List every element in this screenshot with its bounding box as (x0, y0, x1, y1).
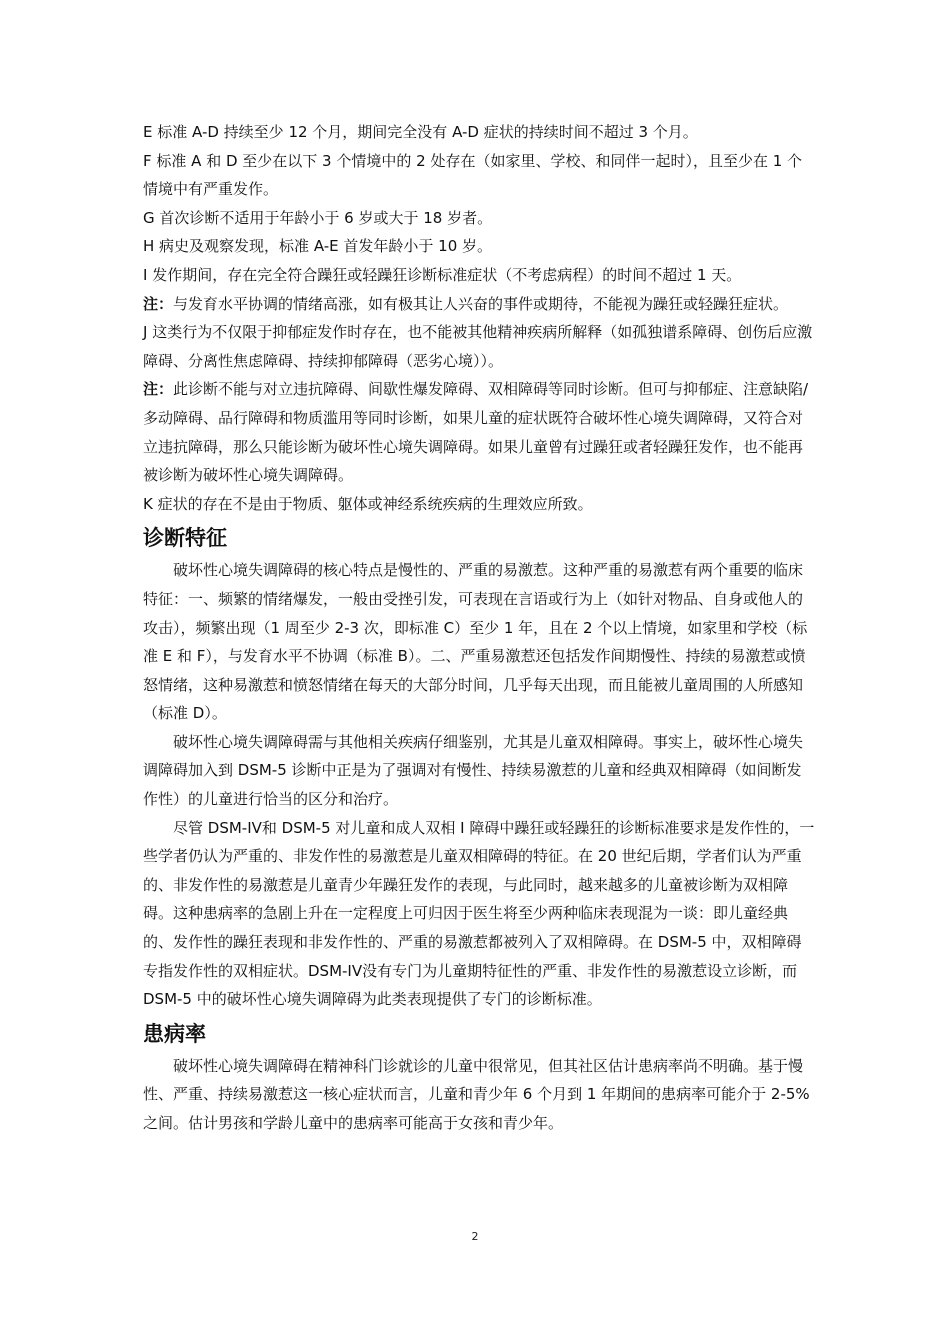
features-paragraph-3: 尽管 DSM-IV和 DSM-5 对儿童和成人双相 I 障碍中躁狂或轻躁狂的诊断标准要求是发作性的，一些学者仍认为严重的、非发作性的易激惹是儿童双相障碍的特征。在 20 世纪后期，学者们认为严重的、非发作性的易激惹是儿童青少年躁狂发作的表现，与此同时，越来越多的儿童被诊断为双相障碍。这种患病率的急剧上升在一定程度上可归因于医生将至少两种临床表现混为一谈：即儿童经典的、发作性的躁狂表现和非发作性的、严重的易激惹都被列入了双相障碍。在 DSM-5 中，双相障碍专指发作性的双相症状。DSM-IV没有专门为儿童期特征性的严重、非发作性的易激惹设立诊断，而 DSM-5 中的破坏性心境失调障碍为此类表现提供了专门的诊断标准。 (143, 818, 815, 1009)
criterion-f: F 标准 A 和 D 至少在以下 3 个情境中的 2 处存在（如家里、学校、和同伴一起时），且至少在 1 个情境中有严重发作。 (143, 151, 803, 199)
note-1 (143, 290, 815, 319)
prevalence-paragraph-1: 破坏性心境失调障碍在精神科门诊就诊的儿童中很常见，但其社区估计患病率尚不明确。基于慢性、严重、持续易激惹这一核心症状而言，儿童和青少年 6 个月到 1 年期间的患病率可能介于 2-5%之间。估计男孩和学龄儿童中的患病率可能高于女孩和青少年。 (143, 1056, 810, 1132)
features-paragraph-1: 破坏性心境失调障碍的核心特点是慢性的、严重的易激惹。这种严重的易激惹有两个重要的临床特征：一、频繁的情绪爆发，一般由受挫引发，可表现在言语或行为上（如针对物品、自身或他人的攻击），频繁出现（1 周至少 2-3 次，即标准 C）至少 1 年，且在 2 个以上情境，如家里和学校（标准 E 和 F），与发育水平不协调（标准 B）。二、严重易激惹还包括发作间期慢性、持续的易激惹或愤怒情绪，这种易激惹和愤怒情绪在每天的大部分时间，几乎每天出现，而且能被儿童周围的人所感知（标准 D）。 (143, 561, 808, 723)
criterion-g: G 首次诊断不适用于年龄小于 6 岁或大于 18 岁者。 (143, 208, 493, 227)
note-1-text: 与发育水平协调的情绪高涨，如有极其让人兴奋的事件或期待，不能视为躁狂或轻躁狂症状。 (173, 294, 789, 313)
criterion-i: I 发作期间，存在完全符合躁狂或轻躁狂诊断标准症状（不考虑病程）的时间不超过 1 天。 (143, 265, 742, 284)
note-2-text: 此诊断不能与对立违抗障碍、间歇性爆发障碍、双相障碍等同时诊断。但可与抑郁症、注意缺陷/多动障碍、品行障碍和物质滥用等同时诊断，如果儿童的症状既符合破坏性心境失调障碍，又符合对立违抗障碍，那么只能诊断为破坏性心境失调障碍。如果儿童曾有过躁狂或者轻躁狂发作，也不能再被诊断为破坏性心境失调障碍。 (143, 380, 809, 485)
note-2-label: 注： (143, 380, 174, 399)
features-heading: 诊断特征 (143, 526, 227, 551)
criterion-k: K 症状的存在不是由于物质、躯体或神经系统疾病的生理效应所致。 (143, 494, 593, 513)
prevalence-heading: 患病率 (143, 1021, 206, 1046)
page-number: 2 (471, 1230, 479, 1243)
criterion-j: J 这类行为不仅限于抑郁症发作时存在，也不能被其他精神疾病所解释（如孤独谱系障碍、创伤后应激障碍、分离性焦虑障碍、持续抑郁障碍（恶劣心境））。 (143, 323, 813, 370)
note-2 (143, 375, 815, 489)
features-paragraph-2: 破坏性心境失调障碍需与其他相关疾病仔细鉴别，尤其是儿童双相障碍。事实上，破坏性心境失调障碍加入到 DSM-5 诊断中正是为了强调对有慢性、持续易激惹的儿童和经典双相障碍（如间断发作性）的儿童进行恰当的区分和治疗。 (143, 732, 804, 809)
criterion-h: H 病史及观察发现，标准 A-E 首发年龄小于 10 岁。 (143, 237, 493, 256)
criterion-e: E 标准 A-D 持续至少 12 个月，期间完全没有 A-D 症状的持续时间不超过 3 个月。 (143, 123, 698, 141)
document-body (143, 118, 815, 1138)
note-1-label: 注： (143, 294, 174, 313)
